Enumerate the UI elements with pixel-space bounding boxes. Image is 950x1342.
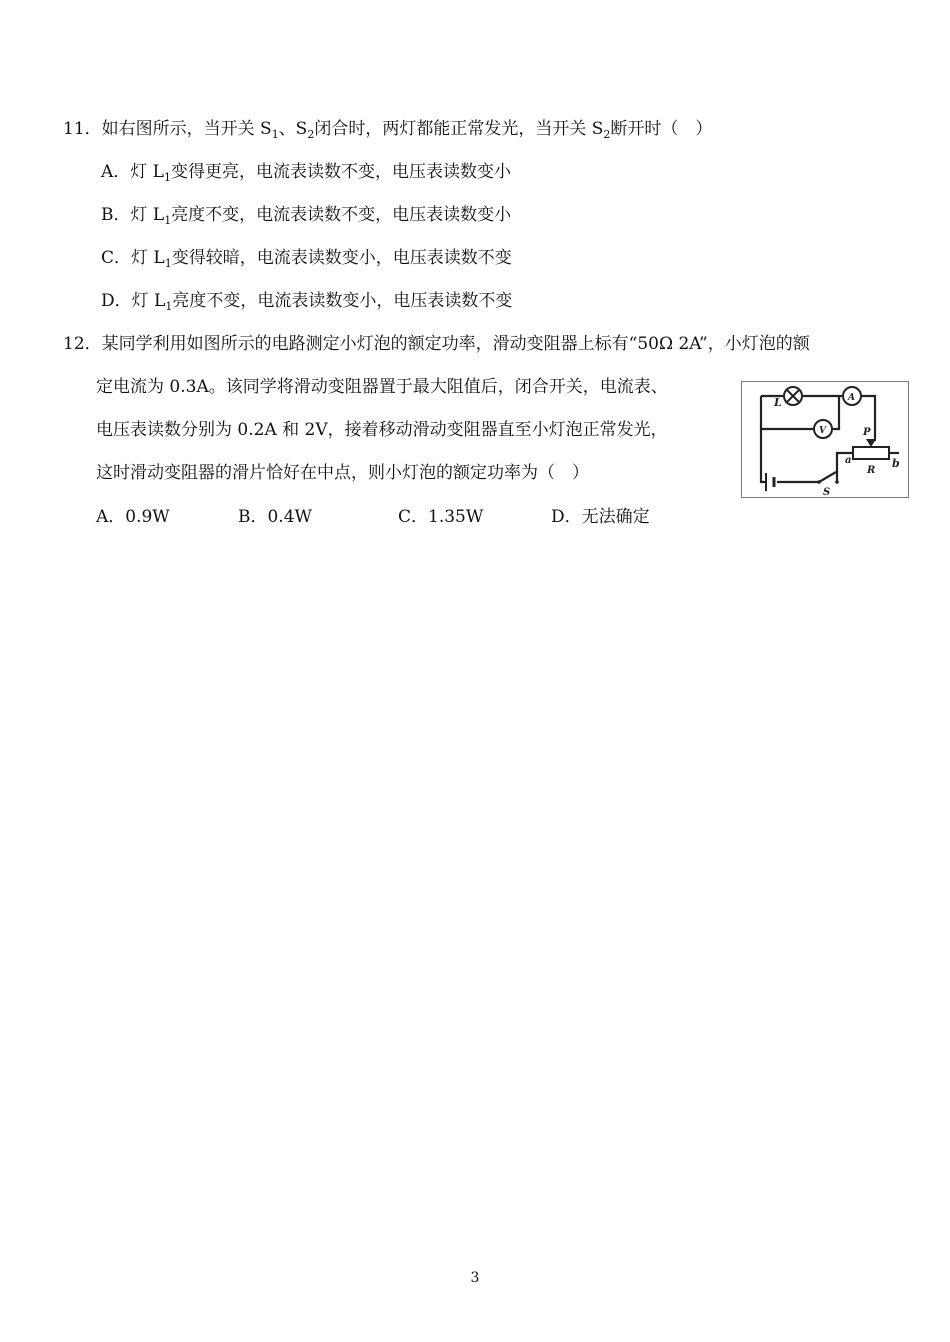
q12-stem-line-2: 定电流为 0.3A。该同学将滑动变阻器置于最大阻值后，闭合开关，电流表、 [96,377,668,397]
q12-option-a: A．0.9W [96,507,170,527]
label-switch: S [823,487,831,498]
label-slider: P [863,427,871,438]
q11-stem: 11．如右图所示，当开关 $S_1$、$S_2$闭合时，两灯都能正常发光，当开关 $S_2$断开时（ ） [63,119,713,141]
rheostat-body [853,447,889,459]
label-ammeter: A [848,393,855,403]
q11-option-a: A．灯 $L_1$变得更亮，电流表读数不变，电压表读数变小 [101,162,511,184]
switch-contact-right [835,480,839,484]
circuit-diagram [741,381,909,498]
q11-option-d: D．灯 $L_1$亮度不变，电流表读数变小，电压表读数不变 [101,291,513,313]
q12-stem-line-3: 电压表读数分别为 0.2A 和 2V，接着移动滑动变阻器直至小灯泡正常发光， [96,420,668,440]
label-voltmeter: V [819,426,826,436]
q11-option-c: C．灯 $L_1$变得较暗，电流表读数变小，电压表读数不变 [101,248,512,270]
q12-stem-line-1: 12．某同学利用如图所示的电路测定小灯泡的额定功率，滑动变阻器上标有“50Ω 2A”，小灯泡的额 [63,334,810,354]
label-lamp: L [774,396,782,409]
q12-option-b: B．0.4W [238,507,313,527]
label-end-a: a [845,455,852,466]
q12-option-c: C．1.35W [398,507,484,527]
page-number: 3 [470,1270,480,1286]
q12-stem-line-4: 这时滑动变阻器的滑片恰好在中点，则小灯泡的额定功率为（ ） [96,463,589,483]
q11-option-b: B．灯 $L_1$亮度不变，电流表读数不变，电压表读数变小 [101,205,512,227]
lamp-symbol [784,387,802,405]
switch-contact-left [817,480,821,484]
label-resistor: R [867,465,876,476]
q12-option-d: D．无法确定 [551,507,650,527]
label-end-b: b [892,457,900,470]
